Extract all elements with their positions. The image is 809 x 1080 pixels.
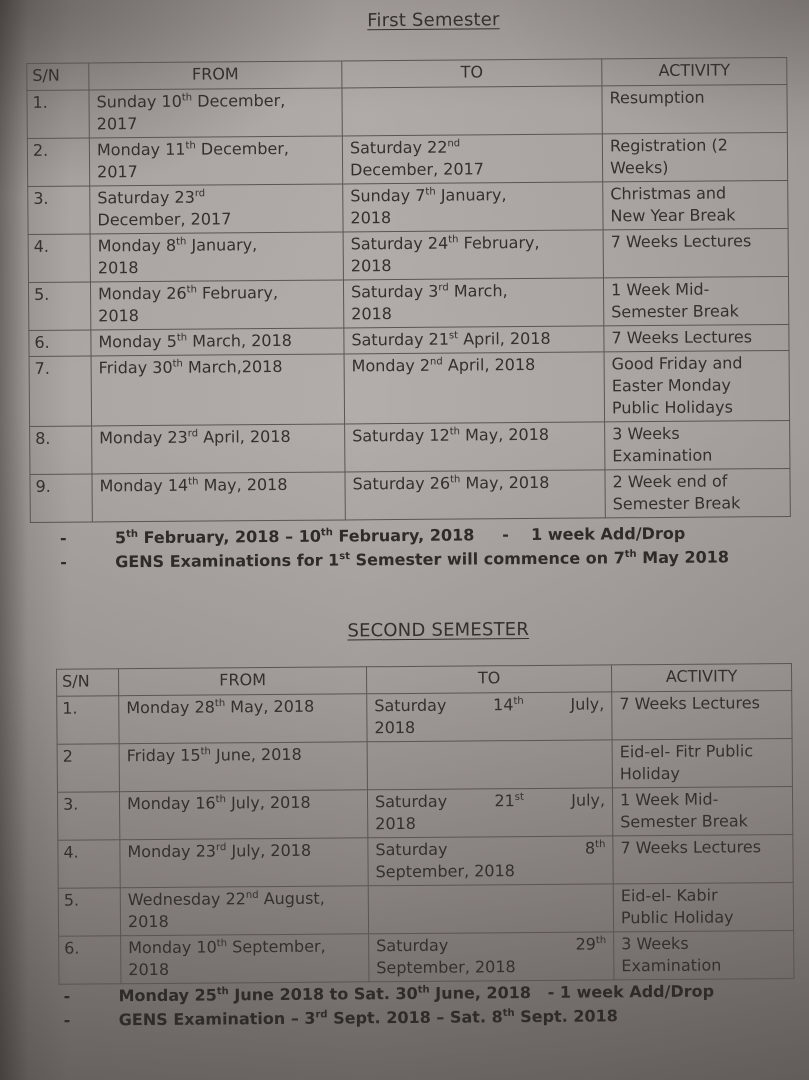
cell-to bbox=[367, 740, 612, 790]
cell-sn: 2. bbox=[27, 138, 89, 186]
cell-from: Friday 15th June, 2018 bbox=[119, 742, 367, 792]
table-row bbox=[57, 786, 792, 840]
note-text: GENS Examination – 3rd Sept. 2018 – Sat. 8th Sept. 2018 bbox=[118, 1006, 618, 1030]
cell-activity: 7 Weeks Lectures bbox=[613, 834, 793, 883]
cell-from: Monday 16th July, 2018 bbox=[119, 790, 367, 840]
cell-from: Sunday 10th December, 2017 bbox=[89, 88, 342, 138]
cell-to bbox=[342, 86, 602, 136]
cell-to: Saturday 26th May, 2018 bbox=[345, 470, 605, 520]
table-row bbox=[30, 468, 790, 522]
cell-sn: 7. bbox=[29, 356, 92, 426]
cell-activity: 3 Weeks Examination bbox=[605, 420, 790, 469]
header-from: FROM bbox=[119, 667, 367, 696]
cell-activity: 1 Week Mid- Semester Break bbox=[603, 276, 788, 325]
cell-activity: 7 Weeks Lectures bbox=[603, 228, 788, 277]
cell-to: Saturday 21st July, 2018 bbox=[367, 788, 612, 838]
cell-from: Monday 14th May, 2018 bbox=[92, 472, 345, 522]
table-row bbox=[57, 690, 792, 744]
cell-to: Saturday 29th September, 2018 bbox=[369, 932, 614, 982]
table-row bbox=[30, 420, 790, 474]
cell-to: Sunday 7th January, 2018 bbox=[343, 182, 603, 232]
cell-activity: 1 Week Mid- Semester Break bbox=[612, 786, 792, 835]
cell-sn: 5. bbox=[58, 888, 120, 936]
cell-from: Monday 28th May, 2018 bbox=[119, 694, 367, 744]
cell-to: Saturday 21st April, 2018 bbox=[344, 326, 604, 354]
cell-to: Saturday 12th May, 2018 bbox=[345, 422, 605, 472]
header-from: FROM bbox=[89, 61, 342, 90]
cell-sn: 8. bbox=[30, 426, 92, 474]
cell-sn: 3. bbox=[28, 186, 90, 234]
cell-activity: Good Friday and Easter Monday Public Holidays bbox=[604, 350, 790, 421]
table-row bbox=[58, 834, 793, 888]
note-bullet: - bbox=[59, 528, 67, 548]
cell-from: Wednesday 22nd August, 2018 bbox=[120, 886, 368, 936]
cell-from: Saturday 23rd December, 2017 bbox=[90, 184, 343, 234]
second-semester-notes bbox=[63, 979, 778, 1033]
cell-activity: 2 Week end of Semester Break bbox=[605, 468, 790, 517]
cell-to: Saturday 14th July, 2018 bbox=[367, 692, 612, 742]
note-text: GENS Examinations for 1st Semester will commence on 7th May 2018 bbox=[115, 547, 730, 572]
header-to: TO bbox=[366, 665, 611, 694]
note-line bbox=[64, 1003, 779, 1033]
cell-from: Monday 10th September, 2018 bbox=[121, 934, 369, 984]
cell-to: Saturday 3rd March, 2018 bbox=[343, 278, 603, 328]
header-to: TO bbox=[342, 59, 602, 88]
note-line bbox=[60, 545, 775, 575]
cell-activity: Eid-el- Kabir Public Holiday bbox=[613, 882, 793, 931]
cell-activity: 7 Weeks Lectures bbox=[604, 324, 789, 351]
cell-activity: 3 Weeks Examination bbox=[614, 930, 794, 979]
note-text: 5th February, 2018 – 10th February, 2018 - 1 week Add/Drop bbox=[114, 523, 686, 548]
cell-sn: 3. bbox=[57, 792, 119, 840]
second-semester-title: SECOND SEMESTER bbox=[347, 619, 530, 642]
first-semester-notes bbox=[60, 521, 775, 575]
note-bullet: - bbox=[63, 986, 71, 1006]
second-semester-table bbox=[56, 663, 794, 985]
cell-sn: 4. bbox=[28, 234, 90, 282]
note-bullet: - bbox=[63, 1010, 71, 1030]
cell-from: Monday 11th December, 2017 bbox=[89, 136, 342, 186]
cell-to: Monday 2nd April, 2018 bbox=[344, 352, 605, 424]
header-activity: ACTIVITY bbox=[611, 663, 791, 691]
cell-activity: Registration (2 Weeks) bbox=[602, 132, 787, 181]
cell-sn: 5. bbox=[28, 282, 90, 330]
cell-to: Saturday 24th February, 2018 bbox=[343, 230, 603, 280]
cell-from: Monday 5th March, 2018 bbox=[91, 328, 344, 356]
cell-activity: Christmas and New Year Break bbox=[603, 180, 788, 229]
cell-sn: 6. bbox=[59, 936, 121, 984]
cell-to: Saturday 22nd December, 2017 bbox=[342, 134, 602, 184]
cell-from: Monday 23rd July, 2018 bbox=[120, 838, 368, 888]
header-sn: S/N bbox=[27, 63, 89, 90]
table-row bbox=[59, 930, 794, 984]
cell-activity: 7 Weeks Lectures bbox=[612, 690, 792, 739]
cell-activity: Resumption bbox=[602, 84, 787, 133]
cell-from: Friday 30th March,2018 bbox=[91, 354, 345, 426]
table-row bbox=[28, 228, 788, 282]
table-row bbox=[29, 350, 790, 426]
cell-sn: 6. bbox=[29, 330, 91, 356]
cell-sn: 1. bbox=[57, 696, 119, 744]
cell-to: Saturday 8th September, 2018 bbox=[368, 836, 613, 886]
cell-from: Monday 8th January, 2018 bbox=[90, 232, 343, 282]
header-sn: S/N bbox=[57, 669, 119, 696]
header-activity: ACTIVITY bbox=[602, 57, 787, 85]
table-row bbox=[27, 84, 787, 138]
cell-from: Monday 23rd April, 2018 bbox=[92, 424, 345, 474]
cell-sn: 9. bbox=[30, 474, 92, 522]
first-semester-title: First Semester bbox=[367, 9, 500, 32]
note-bullet: - bbox=[60, 552, 67, 572]
table-row bbox=[58, 882, 793, 936]
note-text: Monday 25th June 2018 to Sat. 30th June, 2018 - 1 week Add/Drop bbox=[118, 981, 715, 1006]
table-row bbox=[27, 132, 787, 186]
cell-from: Monday 26th February, 2018 bbox=[90, 280, 343, 330]
table-row bbox=[28, 276, 788, 330]
table-row bbox=[57, 738, 792, 792]
cell-sn: 4. bbox=[58, 840, 120, 888]
cell-sn: 2 bbox=[57, 744, 119, 792]
cell-activity: Eid-el- Fitr Public Holiday bbox=[612, 738, 792, 787]
cell-to bbox=[368, 884, 613, 934]
first-semester-table bbox=[26, 57, 791, 523]
cell-sn: 1. bbox=[27, 90, 89, 138]
table-row bbox=[28, 180, 788, 234]
